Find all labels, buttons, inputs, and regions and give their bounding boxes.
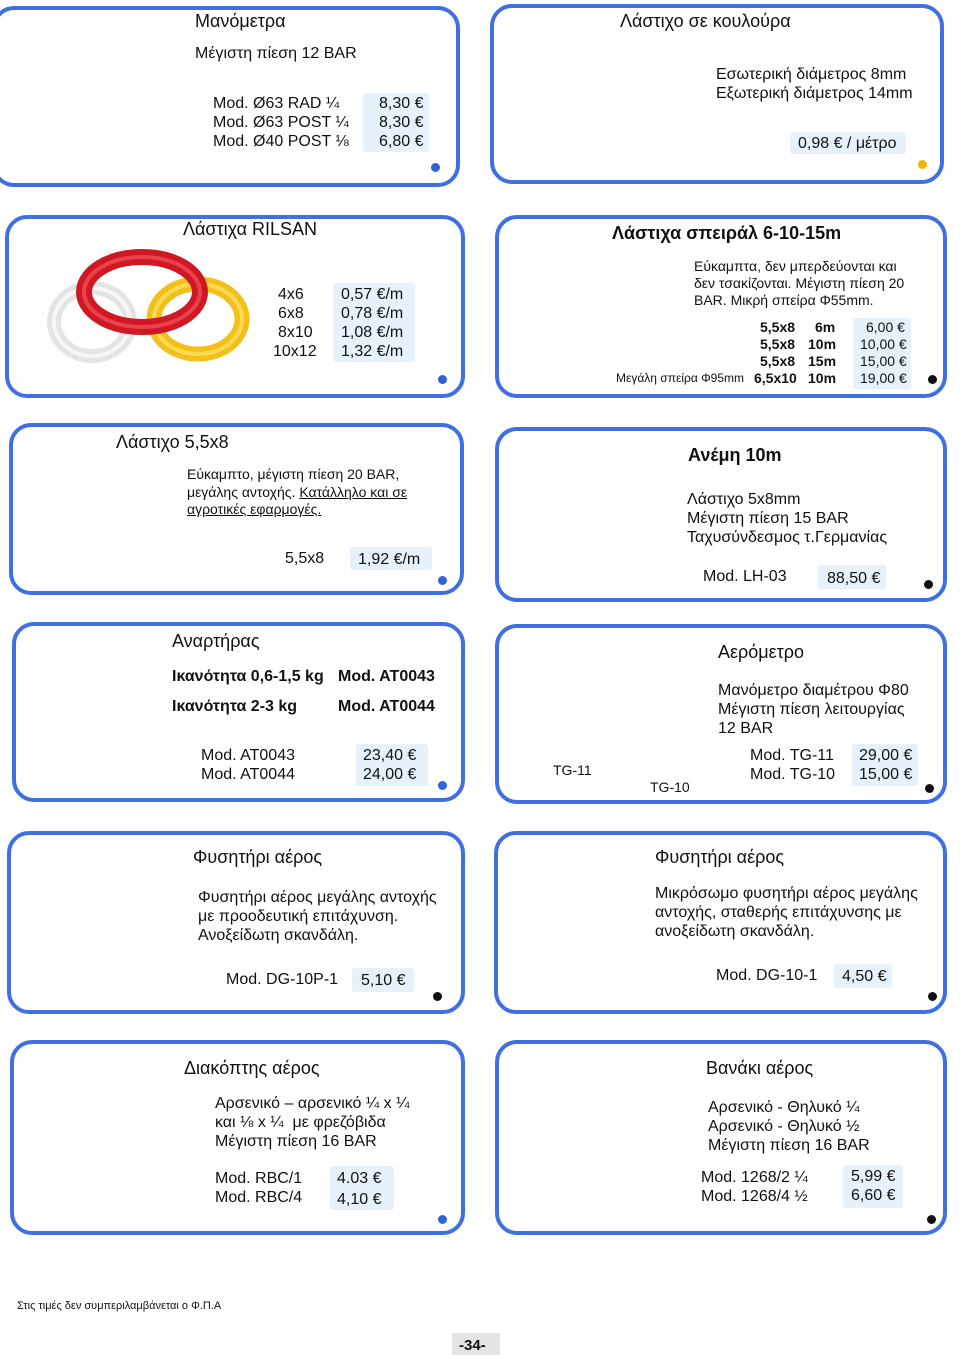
- hose55-line3: αγροτικές εφαρμογές.: [187, 501, 322, 517]
- spiral-len-1: 6m: [815, 319, 836, 335]
- hose-reel-line1: Εσωτερική διάμετρος 8mm: [716, 66, 907, 83]
- spiral-desc2: δεν τσακίζονται. Μέγιστη πίεση 20: [694, 275, 905, 291]
- valve-model-2: Mod. 1268/4 ½: [701, 1188, 808, 1205]
- hose55-line2: [187, 484, 407, 501]
- spiral-len-2: 10m: [808, 336, 837, 352]
- switch-price-1: 4.03 €: [337, 1170, 382, 1187]
- rilsan-size-4: 10x12: [273, 343, 317, 360]
- reel10-model: Mod. LH-03: [703, 568, 787, 585]
- switch-line1: Αρσενικό – αρσενικό ¼ x ¼: [215, 1095, 410, 1112]
- blower1-line3: Ανοξείδωτη σκανδάλη.: [198, 927, 359, 944]
- hose55-title: Λάστιχο 5,5x8: [116, 432, 229, 452]
- spiral-size-2: 5,5x8: [760, 336, 796, 352]
- blower2-model: Mod. DG-10-1: [716, 967, 818, 984]
- valve-title: Βανάκι αέρος: [706, 1058, 814, 1078]
- black-dot: [928, 375, 937, 384]
- blower1-price: 5,10 €: [361, 972, 406, 989]
- black-dot: [924, 580, 933, 589]
- spiral-desc3: BAR. Μικρή σπείρα Φ55mm.: [694, 292, 874, 308]
- page-number: -34-: [459, 1337, 486, 1354]
- rilsan-title: Λάστιχα RILSAN: [183, 219, 318, 239]
- airmeter-price-1: 29,00 €: [859, 747, 913, 764]
- black-dot: [928, 992, 937, 1001]
- hanger-price-1: 23,40 €: [363, 747, 417, 764]
- manometer-price-2: 8,30 €: [379, 114, 424, 131]
- airmeter-model-2: Mod. TG-10: [750, 766, 836, 783]
- hanger-model-2b: Mod. AT0044: [338, 698, 435, 715]
- airmeter-price-2: 15,00 €: [859, 766, 913, 783]
- airmeter-line3: 12 BAR: [718, 720, 774, 737]
- airmeter-line2: Μέγιστη πίεση λειτουργίας: [718, 701, 905, 718]
- rilsan-size-3: 8x10: [278, 324, 313, 341]
- hose-reel-title: Λάστιχο σε κουλούρα: [620, 11, 791, 31]
- rilsan-price-1: 0,57 €/m: [341, 286, 404, 303]
- hose55-line2a: μεγάλης αντοχής.: [187, 484, 300, 500]
- airmeter-img1-label: TG-11: [553, 762, 592, 778]
- hanger-model-1b: Mod. AT0043: [338, 668, 435, 685]
- blower2-title: Φυσητήρι αέρος: [655, 847, 785, 867]
- spiral-price-4: 19,00 €: [860, 370, 907, 386]
- valve-line2: Αρσενικό - Θηλυκό ½: [708, 1118, 860, 1135]
- valve-model-1: Mod. 1268/2 ¼: [701, 1169, 808, 1186]
- blower1-line2: με προοδευτική επιτάχυνση.: [198, 908, 399, 925]
- airmeter-model-1: Mod. TG-11: [750, 747, 834, 764]
- rilsan-price-4: 1,32 €/m: [341, 343, 404, 360]
- manometers-title: Μανόμετρα: [195, 11, 286, 31]
- hanger-capacity-2: Ικανότητα 2-3 kg: [172, 698, 298, 715]
- manometer-price-3: 6,80 €: [379, 133, 424, 150]
- blower2-price: 4,50 €: [842, 968, 887, 985]
- spiral-price-1: 6,00 €: [866, 319, 905, 335]
- reel10-line1: Λάστιχο 5x8mm: [687, 491, 801, 508]
- spiral-len-4: 10m: [808, 370, 837, 386]
- blue-dot: [438, 1215, 447, 1224]
- spiral-len-3: 15m: [808, 353, 837, 369]
- spiral-title: Λάστιχα σπειράλ 6-10-15m: [612, 223, 842, 243]
- hose-reel-line2: Εξωτερική διάμετρος 14mm: [716, 85, 913, 102]
- switch-model-2: Mod. RBC/4: [215, 1189, 303, 1206]
- reel10-price: 88,50 €: [827, 570, 881, 587]
- reel10-line3: Ταχυσύνδεσμος τ.Γερμανίας: [687, 529, 888, 546]
- valve-line1: Αρσενικό - Θηλυκό ¼: [708, 1099, 860, 1116]
- manometer-price-1: 8,30 €: [379, 95, 424, 112]
- hose55-size: 5,5x8: [285, 550, 325, 567]
- blue-dot: [431, 163, 440, 172]
- blower1-line1: Φυσητήρι αέρος μεγάλης αντοχής: [198, 889, 437, 906]
- valve-price-1: 5,99 €: [851, 1168, 896, 1185]
- blower2-line3: ανοξείδωτη σκανδάλη.: [655, 923, 815, 940]
- blower1-model: Mod. DG-10P-1: [226, 971, 339, 988]
- spiral-size-1: 5,5x8: [760, 319, 796, 335]
- switch-model-1: Mod. RBC/1: [215, 1170, 303, 1187]
- valve-price-2: 6,60 €: [851, 1187, 896, 1204]
- blue-dot: [438, 576, 447, 585]
- yellow-dot: [918, 160, 927, 169]
- hose55-price: 1,92 €/m: [358, 551, 421, 568]
- switch-title: Διακόπτης αέρος: [184, 1058, 320, 1078]
- valve-line3: Μέγιστη πίεση 16 BAR: [708, 1137, 870, 1154]
- hanger-model-1: Mod. AT0043: [201, 747, 295, 764]
- blower1-title: Φυσητήρι αέρος: [193, 847, 323, 867]
- black-dot: [927, 1215, 936, 1224]
- reel10-title: Ανέμη 10m: [688, 445, 782, 465]
- switch-price-2: 4,10 €: [337, 1191, 382, 1208]
- switch-line3: Μέγιστη πίεση 16 BAR: [215, 1133, 377, 1150]
- hose55-line1: Εύκαμπτο, μέγιστη πίεση 20 BAR,: [187, 466, 400, 482]
- manometer-model-3: Mod. Ø40 POST ⅛: [213, 133, 349, 150]
- spiral-size-3: 5,5x8: [760, 353, 796, 369]
- blue-dot: [438, 375, 447, 384]
- manometers-subtitle: Μέγιστη πίεση 12 BAR: [195, 45, 357, 62]
- rilsan-size-1: 4x6: [278, 286, 304, 303]
- spiral-size-4: 6,5x10: [754, 370, 797, 386]
- rilsan-price-3: 1,08 €/m: [341, 324, 404, 341]
- hanger-capacity-1: Ικανότητα 0,6-1,5 kg: [172, 668, 324, 685]
- black-dot: [925, 784, 934, 793]
- spiral-big-label: Μεγάλη σπείρα Φ95mm: [616, 371, 745, 385]
- hose-reel-price: 0,98 € / μέτρο: [798, 135, 897, 152]
- manometer-model-1: Mod. Ø63 RAD ¼: [213, 95, 340, 112]
- spiral-price-2: 10,00 €: [860, 336, 907, 352]
- reel10-line2: Μέγιστη πίεση 15 BAR: [687, 510, 849, 527]
- airmeter-line1: Μανόμετρο διαμέτρου Φ80: [718, 682, 909, 699]
- hanger-title: Αναρτήρας: [172, 631, 260, 651]
- hanger-model-2: Mod. AT0044: [201, 766, 295, 783]
- black-dot: [433, 992, 442, 1001]
- manometer-model-2: Mod. Ø63 POST ¼: [213, 114, 349, 131]
- airmeter-img2-label: TG-10: [650, 779, 690, 795]
- spiral-desc1: Εύκαμπτα, δεν μπερδεύονται και: [694, 258, 897, 274]
- blue-dot: [438, 781, 447, 790]
- blower2-line1: Μικρόσωμο φυσητήρι αέρος μεγάλης: [655, 885, 918, 902]
- blower2-line2: αντοχής, σταθερής επιτάχυνσης με: [655, 904, 902, 921]
- footer-note: Στις τιμές δεν συμπεριλαμβάνεται ο Φ.Π.Α: [17, 1300, 222, 1312]
- spiral-price-3: 15,00 €: [860, 353, 907, 369]
- hanger-price-2: 24,00 €: [363, 766, 417, 783]
- hose55-line2b: Κατάλληλο και σε: [299, 484, 408, 500]
- coiled-hoses-image: [30, 244, 255, 374]
- airmeter-title: Αερόμετρο: [718, 642, 805, 662]
- rilsan-price-2: 0,78 €/m: [341, 305, 404, 322]
- rilsan-size-2: 6x8: [278, 305, 304, 322]
- switch-line2: και ⅛ x ¼ με φρεζόβιδα: [215, 1114, 386, 1131]
